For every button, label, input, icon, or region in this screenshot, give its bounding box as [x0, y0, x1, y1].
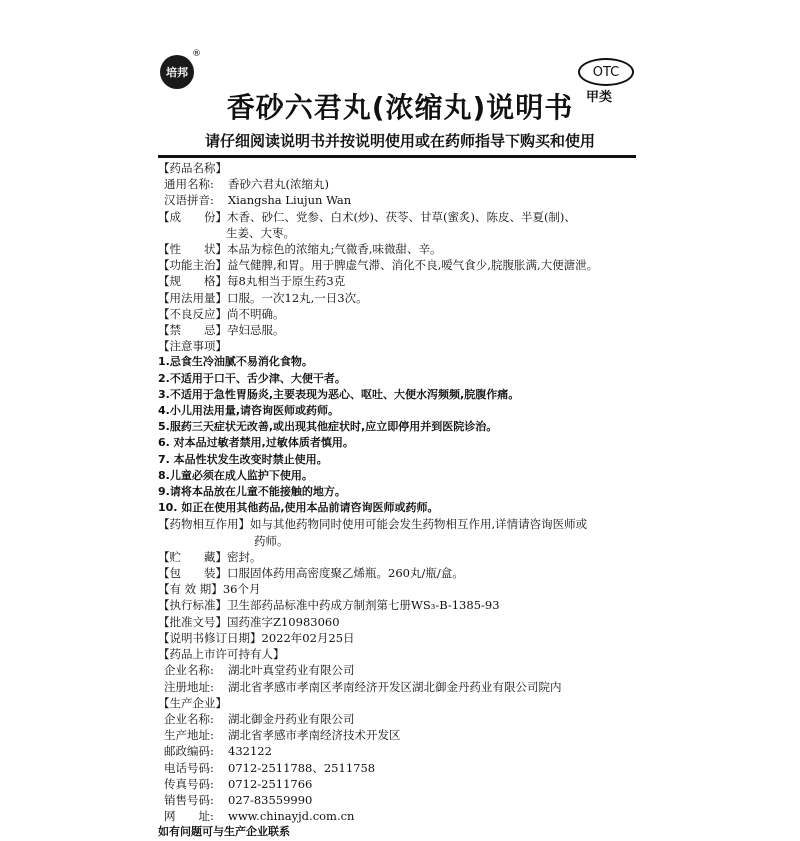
- section-mah: [158, 646, 638, 662]
- field-label: 企业名称:: [164, 711, 214, 726]
- field-label: 销售号码:: [164, 792, 214, 807]
- manufacturer-tel-row: [158, 760, 638, 776]
- section-standard: [158, 597, 638, 613]
- field-value: 湖北御金丹药业有限公司: [228, 711, 355, 726]
- section-contraindications: [158, 322, 638, 338]
- precaution-item: 7. 本品性状发生改变时禁止使用。: [158, 452, 328, 466]
- section-indications: [158, 257, 638, 273]
- field-value: 孕妇忌服。: [227, 323, 285, 338]
- section-interactions: [158, 516, 638, 532]
- section-label: 【禁 忌】: [158, 323, 227, 338]
- section-label: 【批准文号】: [158, 614, 227, 629]
- section-label: 【贮 藏】: [158, 549, 227, 564]
- brand-logo: [160, 55, 194, 89]
- section-label: 【执行标准】: [158, 598, 227, 613]
- field-value: 湖北省孝感市孝南经济技术开发区: [228, 728, 401, 743]
- field-label: 汉语拼音:: [164, 193, 214, 208]
- field-value: 卫生部药品标准中药成方制剂第七册WS₃-B-1385-93: [227, 598, 500, 613]
- field-value: 每8丸相当于原生药3克: [227, 274, 346, 289]
- section-label: 【用法用量】: [158, 290, 227, 305]
- section-storage: [158, 549, 638, 565]
- section-revision-date: [158, 630, 638, 646]
- leaflet-content: [158, 160, 638, 841]
- field-label: 企业名称:: [164, 663, 214, 678]
- generic-name-row: [158, 176, 638, 192]
- field-value: 口服固体药用高密度聚乙烯瓶。260丸/瓶/盒。: [227, 566, 464, 581]
- section-label: 【注意事项】: [158, 339, 227, 354]
- field-value: Xiangsha Liujun Wan: [228, 193, 352, 208]
- section-approval: [158, 614, 638, 630]
- section-properties: [158, 241, 638, 257]
- field-label: 电话号码:: [164, 760, 214, 775]
- precaution-item: 3.不适用于急性胃肠炎,主要表现为恶心、呕吐、大便水泻频频,脘腹作痛。: [158, 387, 520, 401]
- precaution-item: 2.不适用于口干、舌少津、大便干者。: [158, 371, 346, 385]
- section-label: 【说明书修订日期】: [158, 630, 262, 645]
- manufacturer-name-row: [158, 711, 638, 727]
- section-specification: [158, 273, 638, 289]
- field-value: 如与其他药物同时使用可能会发生药物相互作用,详情请咨询医师或: [250, 517, 588, 532]
- page-title: 香砂六君丸(浓缩丸)说明书: [226, 91, 574, 124]
- otc-mark: OTC: [592, 64, 620, 80]
- field-value: 0712-2511788、2511758: [228, 760, 376, 775]
- precaution-item: 4.小儿用法用量,请咨询医师或药师。: [158, 404, 340, 418]
- field-value: 木香、砂仁、党参、白术(炒)、茯苓、甘草(蜜炙)、陈皮、半夏(制)、: [227, 209, 576, 224]
- section-label: 【不良反应】: [158, 306, 227, 321]
- manufacturer-website-row: [158, 808, 638, 824]
- field-label: 邮政编码:: [164, 744, 214, 759]
- field-value: 密封。: [227, 549, 262, 564]
- section-label: 【性 状】: [158, 242, 227, 257]
- field-value: 益气健脾,和胃。用于脾虚气滞、消化不良,嗳气食少,脘腹胀满,大便溏泄。: [227, 258, 599, 273]
- header-divider: [158, 155, 636, 158]
- manufacturer-fax-row: [158, 776, 638, 792]
- section-label: 【功能主治】: [158, 258, 227, 273]
- field-label: 传真号码:: [164, 776, 214, 791]
- manufacturer-address-row: [158, 727, 638, 743]
- section-package: [158, 565, 638, 581]
- field-value: 尚不明确。: [227, 306, 285, 321]
- section-label: 【包 装】: [158, 566, 227, 581]
- brand-logo-text: 培邦: [166, 66, 188, 79]
- manufacturer-zip-row: [158, 743, 638, 759]
- section-label: 【药品上市许可持有人】: [158, 647, 285, 662]
- section-ingredients: [158, 209, 638, 225]
- page-subtitle: 请仔细阅读说明书并按说明使用或在药师指导下购买和使用: [204, 132, 595, 150]
- section-precautions: [158, 338, 638, 354]
- otc-badge: [578, 58, 634, 86]
- precaution-item: 8.儿童必须在成人监护下使用。: [158, 468, 313, 482]
- field-label: 注册地址:: [164, 679, 214, 694]
- pinyin-row: [158, 192, 638, 208]
- section-dosage: [158, 290, 638, 306]
- field-value: 36个月: [222, 582, 261, 597]
- field-value: 湖北叶真堂药业有限公司: [228, 663, 355, 678]
- precaution-item: 5.服药三天症状无改善,或出现其他症状时,应立即停用并到医院诊治。: [158, 420, 498, 434]
- precaution-item: 9.请将本品放在儿童不能接触的地方。: [158, 485, 346, 499]
- field-value: 432122: [228, 744, 272, 759]
- mah-name-row: [158, 662, 638, 678]
- section-label: 【有 效 期】: [158, 582, 223, 597]
- section-manufacturer: [158, 695, 638, 711]
- field-value: 湖北省孝感市孝南区孝南经济开发区湖北御金丹药业有限公司院内: [228, 679, 562, 694]
- field-value: www.chinayjd.com.cn: [228, 809, 355, 824]
- field-label: 生产地址:: [164, 728, 214, 743]
- precaution-item: 10. 如正在使用其他药品,使用本品前请咨询医师或药师。: [158, 501, 439, 515]
- section-adverse-reactions: [158, 306, 638, 322]
- field-value: 027-83559990: [228, 792, 313, 807]
- section-validity: [158, 581, 638, 597]
- field-label: 网 址:: [164, 809, 214, 824]
- precaution-item: 1.忌食生冷油腻不易消化食物。: [158, 355, 313, 369]
- section-label: 【成 份】: [158, 209, 227, 224]
- section-label: 【药物相互作用】: [158, 517, 250, 532]
- section-label: 【规 格】: [158, 274, 227, 289]
- section-drug-name: [158, 160, 638, 176]
- field-value: 2022年02月25日: [261, 630, 355, 645]
- otc-class-label: 甲类: [586, 90, 613, 105]
- field-value: 国药准字Z10983060: [227, 614, 340, 629]
- registered-mark: ®: [192, 49, 201, 59]
- section-label: 【生产企业】: [158, 695, 227, 710]
- field-value: 0712-2511766: [228, 776, 313, 791]
- field-value: 本品为棕色的浓缩丸;气微香,味微甜、辛。: [227, 242, 442, 257]
- field-value: 口服。一次12丸,一日3次。: [227, 290, 368, 305]
- precaution-item: 6. 对本品过敏者禁用,过敏体质者慎用。: [158, 436, 354, 450]
- field-value: 香砂六君丸(浓缩丸): [228, 177, 329, 192]
- manufacturer-sales-row: [158, 792, 638, 808]
- mah-address-row: [158, 679, 638, 695]
- footer-contact-note: 如有问题可与生产企业联系: [158, 825, 290, 839]
- section-label: 【药品名称】: [158, 161, 227, 175]
- ingredients-continuation: 生姜、大枣。: [226, 225, 295, 240]
- interactions-continuation: 药师。: [254, 533, 289, 548]
- field-label: 通用名称:: [164, 177, 214, 192]
